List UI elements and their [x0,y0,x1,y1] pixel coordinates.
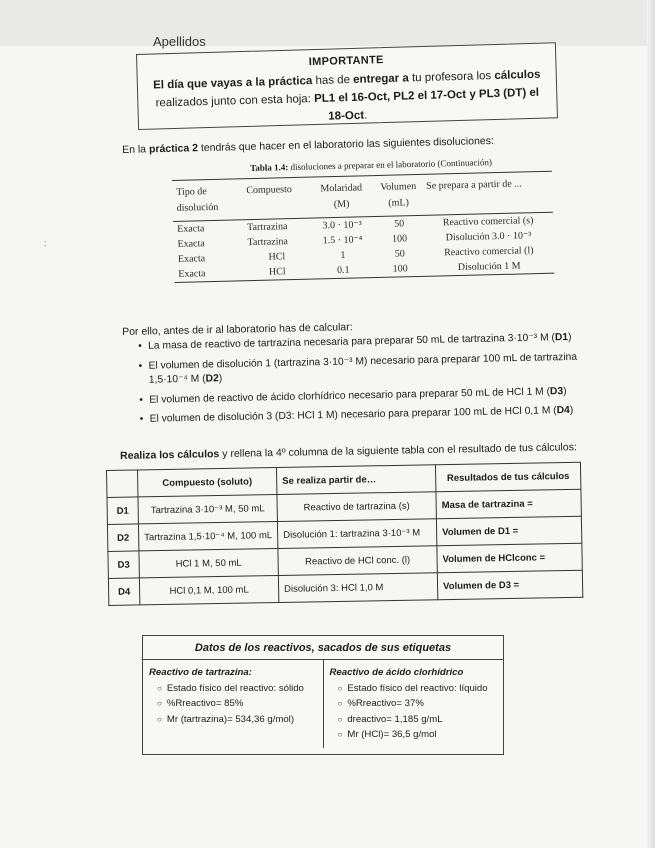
caption-label: Tabla 1.4: [250,162,289,173]
reagent-data-title: Datos de los reactivos, sacados de sus etiquetas [143,636,503,660]
list-item: ○ Mr (tartrazina)= 534,36 g/mol) [157,712,317,728]
notice-part-7: PL1 el 16-Oct, PL2 el 17-Oct y PL3 (DT) el 18-Oct [313,86,540,123]
notice-title: IMPORTANTE [308,54,384,69]
result-cell: Masa de tartrazina = [436,489,581,519]
calculation-list [138,331,580,433]
notice-part-2: has de [312,73,354,88]
compound-cell: HCl 0,1 M, 100 mL [139,576,278,605]
t14-cell: Exacta [178,268,206,280]
bullet-text: La masa de reactivo de tartrazina necesaria para preparar 50 mL de tartrazina 3·10⁻³ M [148,332,549,352]
list-item: ○ Mr (HCl)= 36,5 g/mol [338,727,498,743]
t14-cell: Tartrazina [247,221,288,234]
intro-bold: práctica 2 [148,142,199,156]
t14-header: Volumen (mL) [380,181,417,209]
t14-cell: 100 [391,233,408,245]
bullet-text: El volumen de disolución 1 (tartrazina 3·10⁻³ M) necesario para preparar 100 mL de tartrazina 1,5·10⁻⁴ M [148,351,578,386]
calc-header [107,470,138,498]
row-code: D2 [107,524,138,552]
realiza-bold: Realiza los cálculos [120,448,220,462]
t14-cell: 50 [394,248,406,260]
source-cell: Disolución 3: HCl 1,0 M [278,573,437,603]
list-item: ○ dreactivo= 1,185 g/mL [338,712,498,728]
t14-cell: 1 [340,249,346,261]
calc-header: Resultados de tus cálculos [435,462,580,492]
realiza-post: y rellena la 4º columna de la siguiente tabla con el resultado de tus cálculos: [219,441,577,461]
t14-cell: 0.1 [336,264,350,276]
compound-cell: HCl 1 M, 50 mL [139,549,278,578]
compound-cell: Tartrazina 1,5·10⁻⁴ M, 100 mL [138,522,277,551]
t14-header: Se prepara a partir de ... [426,178,522,192]
realiza-text [120,441,577,462]
result-cell: Volumen de D1 = [436,516,581,546]
por-ello-text: Por ello, antes de ir al laboratorio has de calcular: [122,321,353,338]
notice-part-4: tu profesora los [408,70,495,85]
list-item: ○ Estado físico del reactivo: líquido [338,681,498,697]
source-cell: Reactivo de tartrazina (s) [277,492,436,522]
list-item: ○ Estado físico del reactivo: sólido [157,681,317,697]
notice-part-5: cálculos [494,68,541,82]
list-item: ○ %Rreactivo= 37% [338,696,498,712]
important-notice-box [136,42,558,130]
t14-header: Molaridad (M) [320,182,363,211]
notice-part-3: entregar a [353,72,409,86]
result-cell: Volumen de HClconc = [437,543,582,573]
list-item: • El volumen de disolución 3 (D3: HCl 1 M) necesario para preparar 100 mL de HCl 0,1 M (D4) [140,404,580,428]
practice-intro [122,135,494,156]
t14-cell: 100 [392,263,408,275]
row-code: D4 [108,578,139,606]
notice-part-6: realizados junto con esta hoja: [155,93,315,110]
intro-post: tendrás que hacer en el laboratorio las siguientes disoluciones: [197,134,495,155]
list-item: ○ %Rreactivo= 85% [157,696,317,712]
bullet-code: D1 [554,331,569,344]
t14-cell: 3.0 · 10⁻³ [322,219,362,232]
compound-cell: Tartrazina 3·10⁻³ M, 50 mL [138,495,277,524]
t14-cell: HCl [268,251,286,263]
margin-mark: : [44,238,47,248]
t14-cell: 1.5 · 10⁻⁴ [322,234,363,247]
source-cell: Disolución 1: tartrazina 3·10⁻³ M [277,519,436,549]
list-item: • El volumen de disolución 1 (tartrazina 3·10⁻³ M) necesario para preparar 100 mL de tartrazina 1,5·10⁻⁴ M (D2) [138,350,579,388]
bullet-text: El volumen de disolución 3 (D3: HCl 1 M) necesario para preparar 100 mL de HCl 0,1 M [149,405,551,425]
hcl-reagent [323,660,504,748]
tartrazine-reagent [143,660,323,748]
bullet-code: D2 [205,373,219,385]
calc-header: Compuesto (soluto) [138,468,277,497]
t14-cell: Reactivo comercial (l) [444,245,534,259]
calculation-table [106,462,583,606]
tartrazine-head: Reactivo de tartrazina: [149,667,252,678]
notice-body: El día que vayas a la práctica has de entregar a tu profesora los cálculos realizados junto con esta hoja: PL1 el 16-Oct, PL2 el 17-Oct y PL3 (DT) el 18-Oct. [153,68,541,123]
bullet-code: D3 [549,385,564,397]
reagent-data-box [142,635,504,755]
t14-cell: Disolución 3.0 · 10⁻³ [445,230,532,244]
notice-part-1: El día que vayas a la práctica [153,75,313,92]
t14-cell: Disolución 1 M [457,260,521,274]
header-cut-text: Apellidos [153,34,206,49]
row-code: D1 [107,497,138,525]
result-cell: Volumen de D3 = [437,570,582,600]
t14-cell: Tartrazina [247,236,289,249]
t14-cell: Exacta [177,253,206,265]
t14-cell: Exacta [177,223,205,235]
bullet-text: El volumen de reactivo de ácido clorhídrico necesario para preparar 50 mL de HCl 1 M [149,386,544,406]
t14-cell: Exacta [177,238,205,250]
calc-header: Se realiza partir de… [276,465,435,495]
t14-cell: 50 [394,218,405,230]
row-code: D3 [108,551,139,579]
t14-header: Compuesto [246,184,292,197]
t14-cell: HCl [268,266,286,278]
caption-text: disoluciones a preparar en el laboratorio (Continuación) [288,157,493,173]
table-1-4-caption [250,157,492,173]
bullet-code: D4 [556,404,570,417]
list-item: • La masa de reactivo de tartrazina necesaria para preparar 50 mL de tartrazina 3·10⁻³ M (D1) [138,331,578,355]
list-item: • El volumen de reactivo de ácido clorhídrico necesario para preparar 50 mL de HCl 1 M (D3) [139,384,579,408]
intro-pre: En la [122,143,150,156]
t14-header: Tipo de disolución [176,186,219,214]
table-1-4 [172,171,554,283]
source-cell: Reactivo de HCl conc. (l) [278,546,437,576]
hcl-head: Reactivo de ácido clorhídrico [329,667,464,678]
t14-cell: Reactivo comercial (s) [442,215,534,229]
